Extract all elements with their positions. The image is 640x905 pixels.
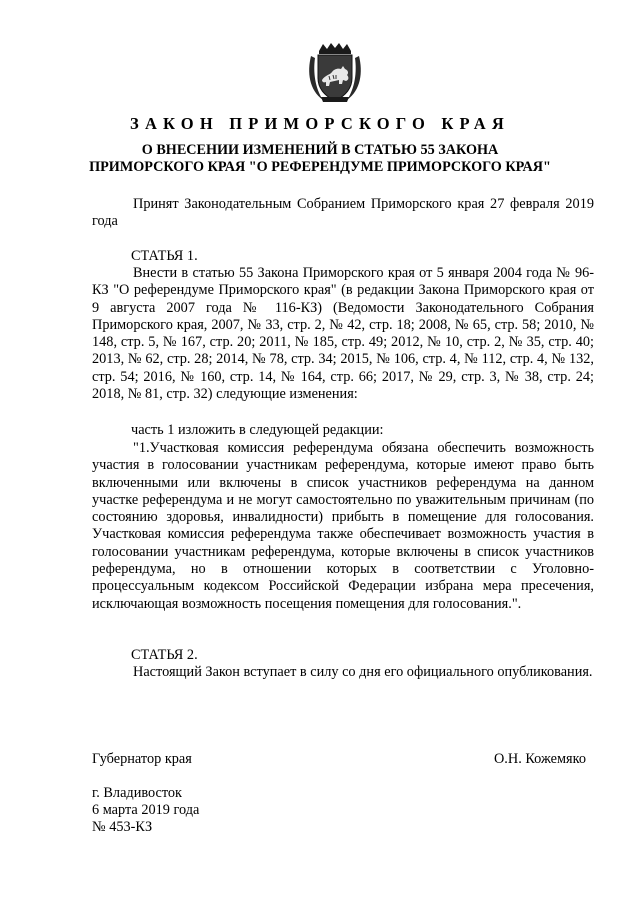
law-title: ЗАКОН ПРИМОРСКОГО КРАЯ xyxy=(130,114,510,133)
article-1-part-1: часть 1 изложить в следующей редакции: xyxy=(131,422,384,438)
article-1-quoted-text: "1.Участковая комиссия референдума обязана обеспечить возможность участия в голосовании участникам референдума, которые имеют право быть включенными или включены в список участников референдума на данном участке референдума и не могут самостоятельно по уважительным причинам (по состоянию здоровья, инвалидности) прибыть в помещение для голосования. Участковая комиссия референдума также обеспечивает возможность участия в голосовании участникам референдума, которые включены в список участников референдума, но в отношении которых в соответствии с Уголовно-процессуальным кодексом Российской Федерации избрана мера пресечения, исключающая возможность посещения помещения для голосования.". xyxy=(92,440,594,612)
subtitle-line-2: ПРИМОРСКОГО КРАЯ "О РЕФЕРЕНДУМЕ ПРИМОРСКОГО КРАЯ" xyxy=(89,159,551,175)
signing-date: 6 марта 2019 года xyxy=(92,802,200,818)
article-2-heading: СТАТЬЯ 2. xyxy=(131,647,198,663)
article-2-body: Настоящий Закон вступает в силу со дня его официального опубликования. xyxy=(133,664,593,680)
law-number: № 453-КЗ xyxy=(92,819,153,835)
signature-label: Губернатор края xyxy=(92,751,192,767)
subtitle-line-1: О ВНЕСЕНИИ ИЗМЕНЕНИЙ В СТАТЬЮ 55 ЗАКОНА xyxy=(141,142,499,158)
place-of-signing: г. Владивосток xyxy=(92,785,182,801)
law-subtitle xyxy=(70,142,570,176)
article-1-heading: СТАТЬЯ 1. xyxy=(131,248,198,264)
article-1-body: Внести в статью 55 Закона Приморского края от 5 января 2004 года № 96-КЗ "О референдуме Приморского края" (в редакции Закона Приморского края от 9 августа 2007 года № 116-КЗ) (Ведомости Законодательного Собрания Приморского края, 2007, № 33, стр. 2, № 42, стр. 18; 2008, № 65, стр. 58; 2010, № 148, стр. 5, № 167, стр. 20; 2011, № 185, стр. 49; 2012, № 10, стр. 2, № 35, стр. 40; 2013, № 62, стр. 28; 2014, № 78, стр. 34; 2015, № 106, стр. 4, № 112, стр. 4, № 132, стр. 54; 2016, № 160, стр. 14, № 164, стр. 66; 2017, № 29, стр. 3, № 38, стр. 24; 2018, № 81, стр. 32) следующие изменения: xyxy=(92,265,594,403)
primorye-coat-of-arms-icon xyxy=(305,42,365,104)
adoption-note: Принят Законодательным Собранием Приморского края 27 февраля 2019 года xyxy=(92,196,594,230)
signature-name: О.Н. Кожемяко xyxy=(493,751,586,767)
